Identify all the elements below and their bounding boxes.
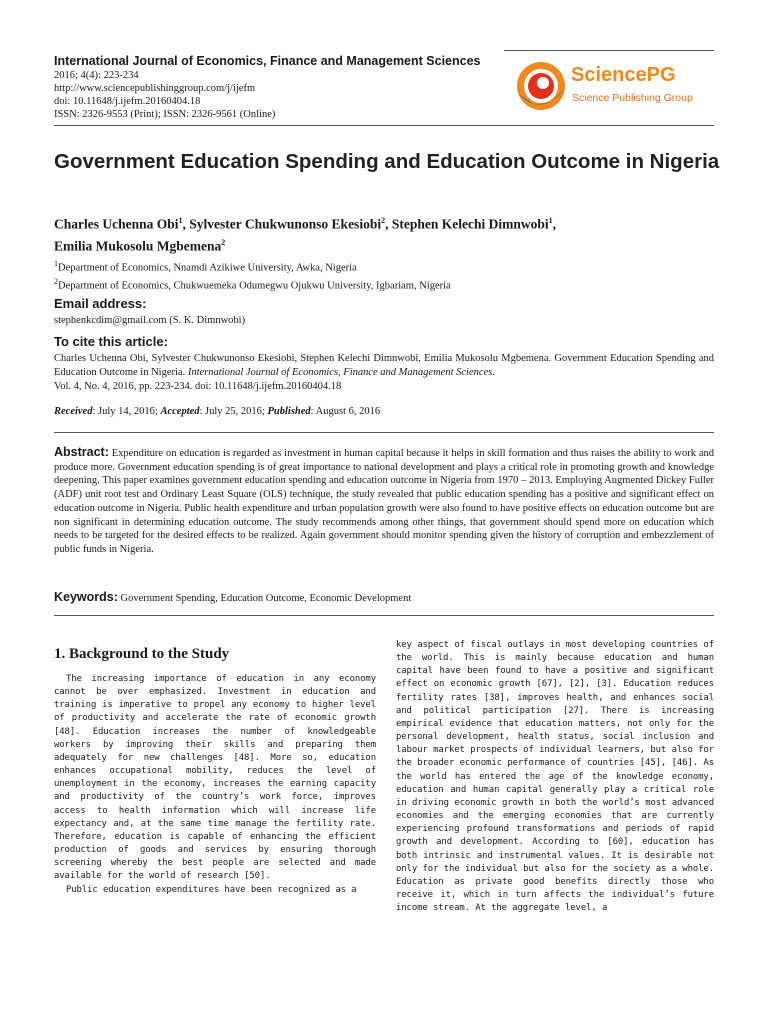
keywords <box>54 590 714 604</box>
paper-title: Government Education Spending and Education Outcome in Nigeria <box>54 150 720 173</box>
abstract-text: Expenditure on education is regarded as investment in human capital because it helps in skill formation and thus raises the ability to work and produce more. Government education spending is of great importance to national development and plays a critical role in promoting growth and knowledge deepening. This paper examines government education spending and education outcome in Nigeria from 1970 – 2013. Employing Augmented Dickey Fuller (ADF) unit root test and Ordinary Least Square (OLS) technique, the study revealed that public education spending has a positive and significant effect on education outcome in Nigeria. Public health expenditure and urban population growth were also found to have positive effects on education outcome but are non significant in determining education outcome. The study recommends among other things, that government should spend more on education which needs to be targeted for the desired effects to be realized. Again government should monitor spending given the history of corruption and embezzlement of public funds in Nigeria. <box>54 448 715 555</box>
abstract-rule <box>54 432 714 433</box>
published-date: : August 6, 2016 <box>310 406 381 417</box>
abstract-label: Abstract: <box>54 445 109 459</box>
author-name: Charles Uchenna Obi <box>54 216 179 232</box>
affiliation-2 <box>54 276 451 293</box>
author-aff: 1 <box>548 216 553 225</box>
affiliation-text: Department of Economics, Nnamdi Azikiwe University, Awka, Nigeria <box>58 262 357 274</box>
author-aff: 1 <box>178 216 183 225</box>
body-column-left <box>54 673 376 897</box>
keywords-text: Government Spending, Education Outcome, Economic Development <box>120 593 412 604</box>
header-rule-top <box>504 50 714 51</box>
journal-issue: 2016; 4(4): 223-234 <box>54 70 139 81</box>
email-address[interactable]: stephenkcdim@gmail.com (S. K. Dimnwobi) <box>54 315 246 326</box>
keywords-label: Keywords: <box>54 590 118 604</box>
affiliation-num: 1 <box>54 259 58 268</box>
journal-url[interactable]: http://www.sciencepublishinggroup.com/j/ijefm <box>54 83 256 94</box>
journal-name: International Journal of Economics, Finance and Management Sciences <box>54 54 481 68</box>
email-heading: Email address: <box>54 296 147 311</box>
received-date: : July 14, 2016; <box>92 406 161 417</box>
citation-journal: International Journal of Economics, Finance and Management Sciences. <box>187 367 495 378</box>
keywords-rule <box>54 615 714 616</box>
affiliation-num: 2 <box>54 277 58 286</box>
received-label: Received <box>54 406 93 417</box>
affiliation-text: Department of Economics, Chukwuemeka Odumegwu Ojukwu University, Igbariam, Nigeria <box>58 280 451 292</box>
author-name: Sylvester Chukwunonso Ekesiobi <box>189 216 382 232</box>
sciencepg-swirl-icon <box>513 58 569 114</box>
citation <box>54 352 714 394</box>
cite-heading: To cite this article: <box>54 334 168 349</box>
published-label: Published <box>267 406 311 417</box>
journal-doi[interactable]: doi: 10.11648/j.ijefm.20160404.18 <box>54 96 201 107</box>
body-paragraph: The increasing importance of education in any economy cannot be over emphasized. Investment in education and training is imperative to propel any economy to higher level of productivity and accelerate the rate of economic growth [48]. Education increases the number of knowledgeable workers by improving their skills and preparing them adequately for new challenges [48]. More so, education enhances occupational mobility, reduces the level of unemployment in the economy, increases the earning capacity and productivity of the country’s work force, improves access to health information which will increase life expectancy and, at the same time manage the fertility rate. Therefore, education is capable of enhancing the efficient production of goods and services by ensuring thorough screening whereby the best people are selected and made available for the world of research [50]. <box>54 674 376 882</box>
author-name: Emilia Mukosolu Mgbemena <box>54 238 222 253</box>
logo-name: SciencePG <box>571 64 676 86</box>
affiliation-1 <box>54 258 357 275</box>
sciencepg-logo <box>513 58 713 114</box>
abstract <box>54 446 714 557</box>
citation-volume: Vol. 4, No. 4, 2016, pp. 223-234. doi: 10.11648/j.ijefm.20160404.18 <box>54 381 342 392</box>
author-aff: 2 <box>381 216 386 225</box>
citation-text: Charles Uchenna Obi, Sylvester Chukwunonso Ekesiobi, Stephen Kelechi Dimnwobi, Emilia Mukosolu Mgbemena. Government Education Spending and Education Outcome in Nigeria. <box>54 353 714 378</box>
header-rule <box>54 125 714 126</box>
author-aff: 2 <box>221 237 226 247</box>
body-column-right <box>396 639 714 915</box>
body-paragraph: Public education expenditures have been recognized as a <box>66 884 357 895</box>
body-paragraph: key aspect of fiscal outlays in most developing countries of the world. This is mainly because education and human capital have been found to have a positive and significant effect on economic growth [67], [2], [3]. Education reduces fertility rates [38], improves health, and enhances social and political participation [27]. There is increasing empirical evidence that education matters, not only for the personal development, health status, social inclusion and labour market prospects of individual learners, but also for the broader economic performance of countries [45], [46]. As the world has entered the age of the knowledge economy, education and human capital generally play a critical role in driving economic growth in both the world’s most advanced economies and the emerging economies that are currently experiencing profound transformations and periods of rapid growth and development. According to [60], education has both intrinsic and instrumental values. It is desirable not only for the individual but also for the society as a whole. Education as private good benefits directly those who receive it, which in turn affects the individual’s future income stream. At the aggregate level, a <box>396 640 714 914</box>
accepted-date: : July 25, 2016; <box>199 406 268 417</box>
logo-subtitle: Science Publishing Group <box>572 92 693 104</box>
author-list: Charles Uchenna Obi$^1$, Sylvester Chukwunonso Ekesiobi$^2$, Stephen Kelechi Dimnwobi$^1$, Emilia Mukosolu Mgbemena$^2$ <box>54 216 556 253</box>
author-name: Stephen Kelechi Dimnwobi <box>391 216 549 232</box>
section-title: 1. Background to the Study <box>54 646 230 662</box>
journal-issn: ISSN: 2326-9553 (Print); ISSN: 2326-9561 (Online) <box>54 109 276 120</box>
accepted-label: Accepted <box>160 406 200 417</box>
article-dates <box>54 406 380 417</box>
